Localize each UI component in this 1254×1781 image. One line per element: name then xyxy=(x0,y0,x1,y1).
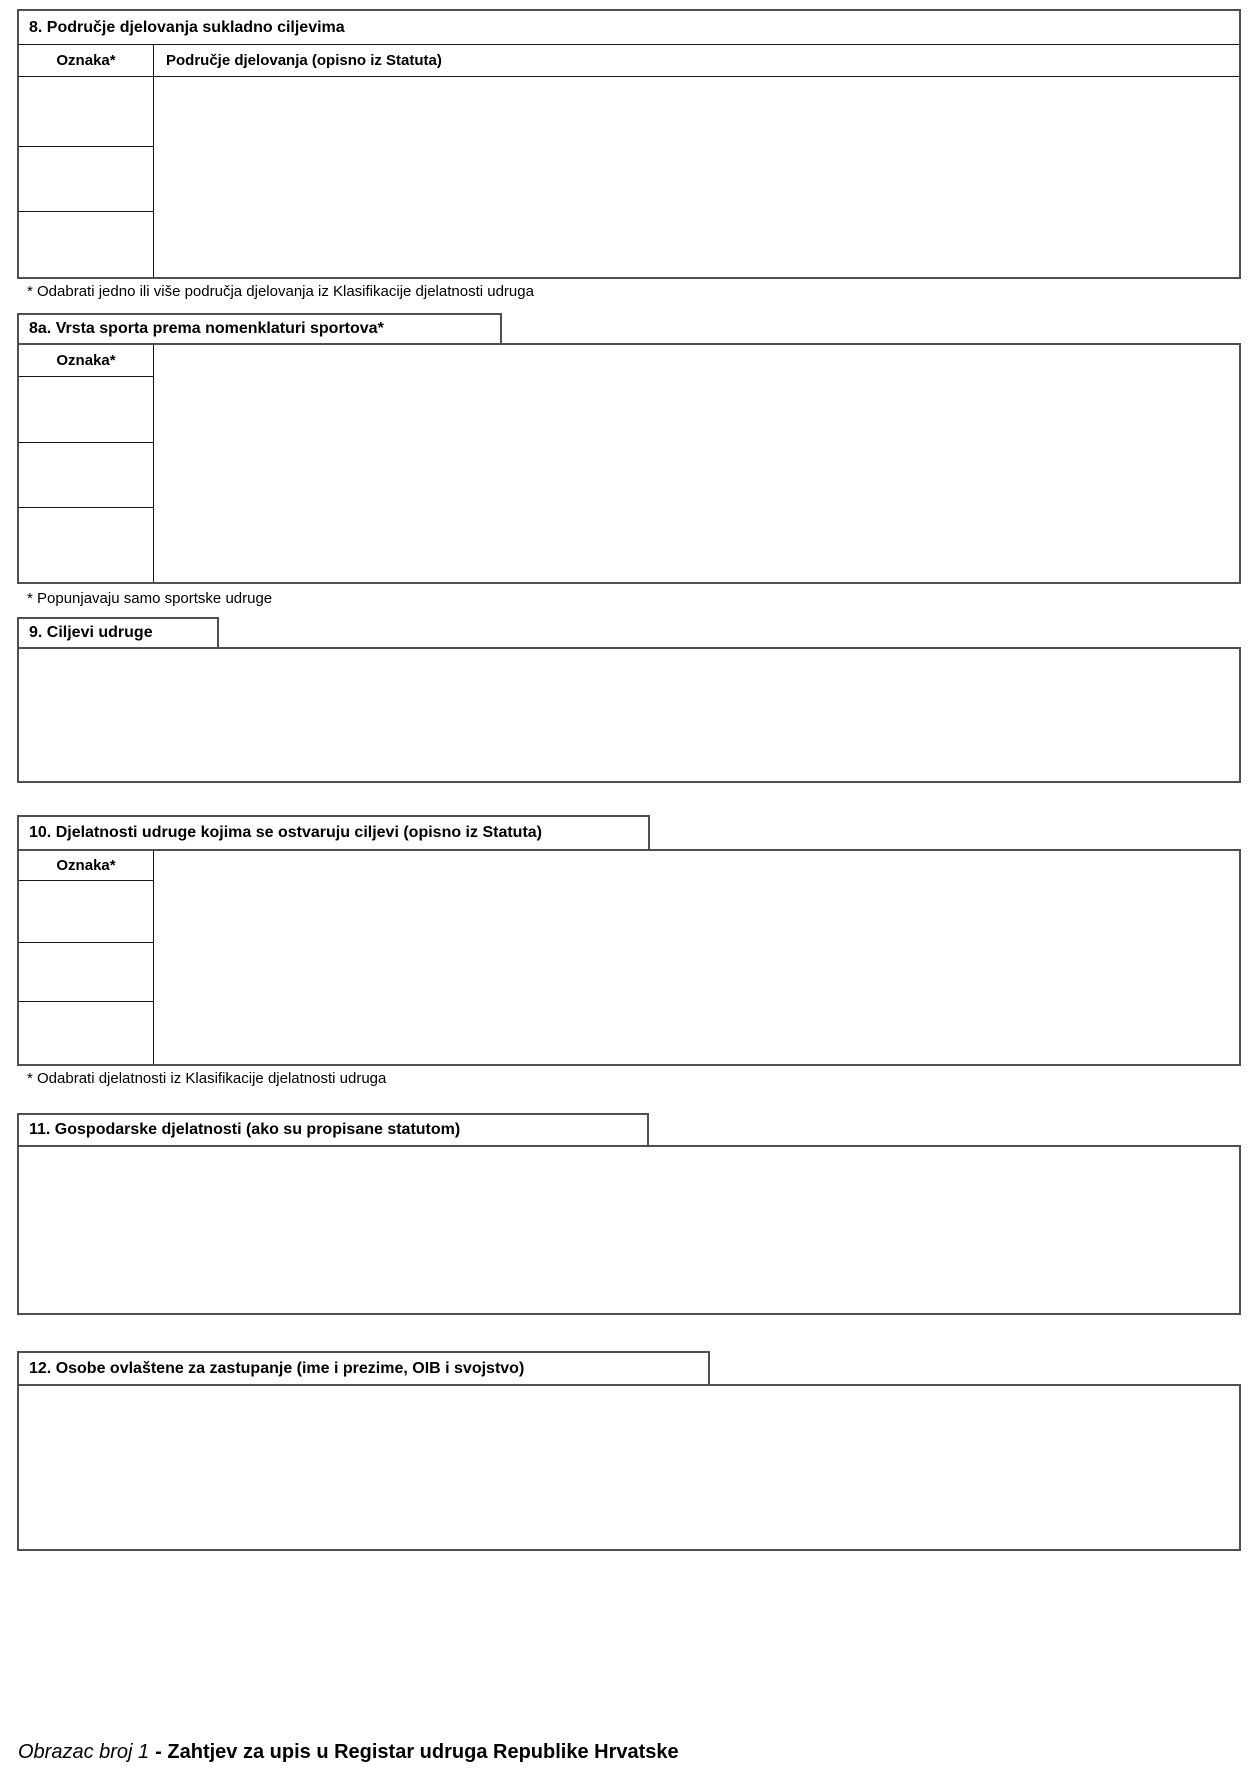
section-8a-desc-input[interactable] xyxy=(154,345,1239,582)
section-10-code-input-3[interactable] xyxy=(19,1002,153,1064)
form-footer xyxy=(18,1741,679,1764)
section-10-code-input-1[interactable] xyxy=(19,881,153,943)
section-8a-code-input-1[interactable] xyxy=(19,377,153,443)
section-12-title: 12. Osobe ovlaštene za zastupanje (ime i prezime, OIB i svojstvo) xyxy=(17,1351,710,1386)
section-9-title: 9. Ciljevi udruge xyxy=(17,617,219,649)
section-11-input[interactable] xyxy=(17,1145,1241,1315)
section-8-desc-input[interactable] xyxy=(154,77,1239,277)
section-8a-code-input-3[interactable] xyxy=(19,508,153,582)
section-8-code-input-3[interactable] xyxy=(19,212,153,277)
section-8a-code-input-2[interactable] xyxy=(19,443,153,508)
section-8-code-column-header: Oznaka* xyxy=(19,45,154,76)
section-10-table xyxy=(17,849,1241,1066)
section-10-desc-input[interactable] xyxy=(154,851,1239,1064)
section-8-table xyxy=(17,9,1241,279)
footer-form-title: - Zahtjev za upis u Registar udruga Republike Hrvatske xyxy=(155,1741,679,1763)
section-8a-code-column-header: Oznaka* xyxy=(19,345,153,377)
section-11-title: 11. Gospodarske djelatnosti (ako su propisane statutom) xyxy=(17,1113,649,1147)
section-8-footnote: * Odabrati jedno ili više područja djelovanja iz Klasifikacije djelatnosti udruga xyxy=(27,283,534,300)
footer-form-number: Obrazac broj 1 xyxy=(18,1741,150,1763)
section-12-input[interactable] xyxy=(17,1384,1241,1551)
section-10-code-input-2[interactable] xyxy=(19,943,153,1002)
section-10-code-column-header: Oznaka* xyxy=(19,851,153,881)
section-10-footnote: * Odabrati djelatnosti iz Klasifikacije djelatnosti udruga xyxy=(27,1070,387,1087)
section-8-code-input-2[interactable] xyxy=(19,147,153,212)
section-10-title: 10. Djelatnosti udruge kojima se ostvaruju ciljevi (opisno iz Statuta) xyxy=(17,815,650,851)
section-8a-title: 8a. Vrsta sporta prema nomenklaturi sportova* xyxy=(17,313,502,345)
section-8-title: 8. Područje djelovanja sukladno ciljevima xyxy=(29,18,345,36)
section-8-desc-column-header: Područje djelovanja (opisno iz Statuta) xyxy=(166,52,442,69)
section-8-code-input-1[interactable] xyxy=(19,77,153,147)
section-8a-table xyxy=(17,343,1241,584)
section-8a-footnote: * Popunjavaju samo sportske udruge xyxy=(27,590,273,607)
section-9-input[interactable] xyxy=(17,647,1241,783)
